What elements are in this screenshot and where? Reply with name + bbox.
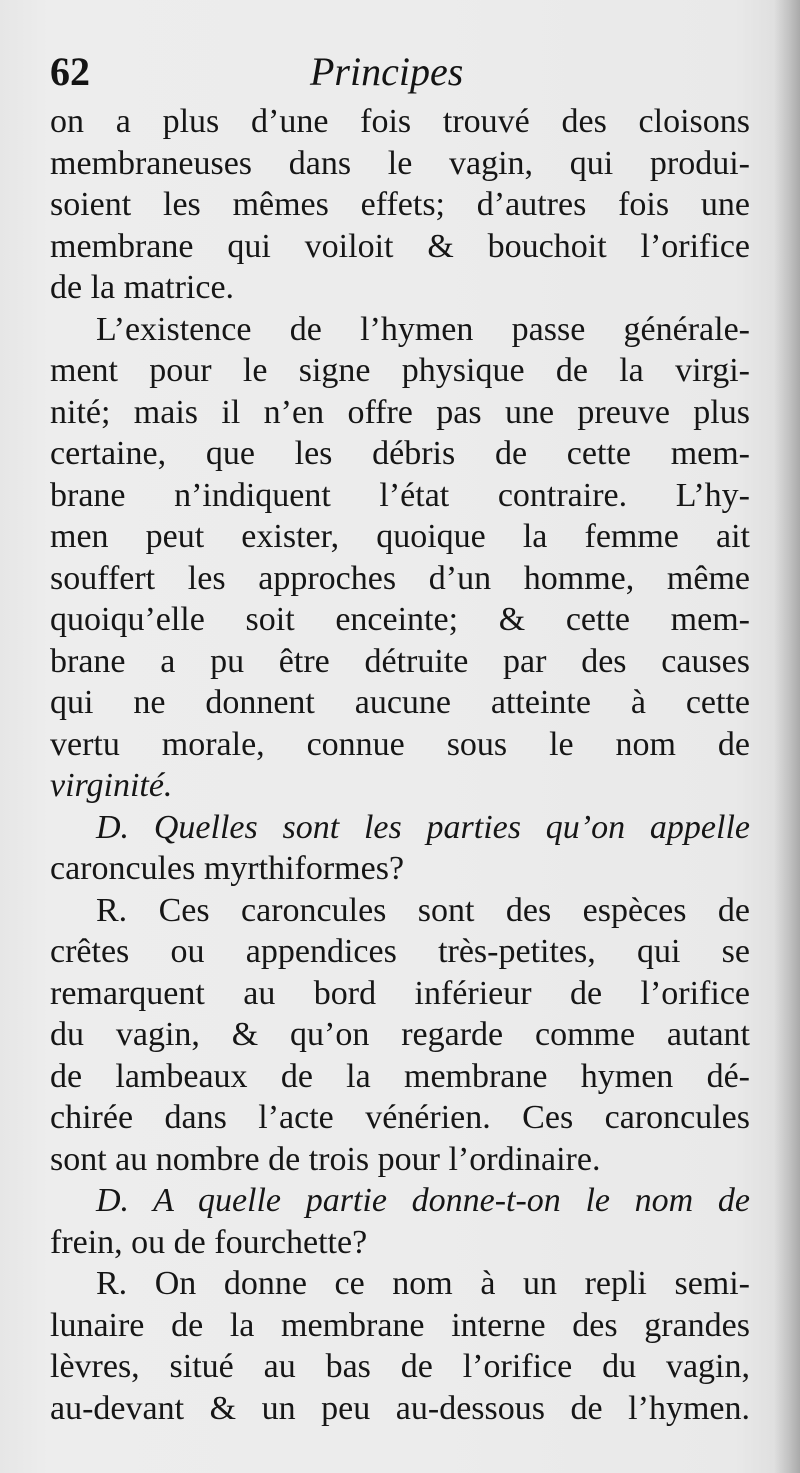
answer-line: lèvres, situé au bas de l’orifice du vagin, (50, 1348, 750, 1385)
text-line: men peut exister, quoique la femme ait (50, 518, 750, 555)
question-line: D. A quelle partie donne-t-on le nom de (96, 1182, 750, 1219)
answer-line: remarquent au bord inférieur de l’orifice (50, 974, 750, 1012)
text-line: brane n’indiquent l’état contraire. L’hy- (50, 476, 750, 514)
running-title: Principes (310, 49, 464, 94)
answer-line: R. On donne ce nom à un repli semi- (96, 1265, 750, 1302)
text-line: virginité. (50, 767, 173, 804)
answer-line: lunaire de la membrane interne des grandes (50, 1306, 750, 1344)
text-line: membrane qui voiloit & bouchoit l’orifice (50, 227, 750, 265)
page-body (50, 101, 750, 1429)
text-line: L’existence de l’hymen passe générale- (96, 310, 750, 348)
page-number: 62 (50, 49, 90, 94)
answer-line: du vagin, & qu’on regarde comme autant (50, 1016, 750, 1053)
answer-line: R. Ces caroncules sont des espèces de (96, 891, 750, 929)
question-line: caroncules myrthiformes? (50, 850, 405, 887)
text-line: membraneuses dans le vagin, qui produi- (50, 144, 750, 182)
question-line: frein, ou de fourchette? (50, 1223, 368, 1261)
answer-line: sont au nombre de trois pour l’ordinaire. (50, 1140, 601, 1178)
answer-line: au-devant & un peu au-dessous de l’hymen. (50, 1389, 750, 1427)
text-line: de la matrice. (50, 269, 235, 306)
answer-line: de lambeaux de la membrane hymen dé- (50, 1057, 750, 1095)
text-line: ment pour le signe physique de la virgi- (50, 352, 750, 389)
text-line: quoiqu’elle soit enceinte; & cette mem- (50, 601, 750, 638)
text-line: soient les mêmes effets; d’autres fois une (50, 186, 750, 223)
answer-line: crêtes ou appendices très-petites, qui se (50, 933, 750, 970)
text-line: vertu morale, connue sous le nom de (50, 725, 750, 763)
text-line: qui ne donnent aucune atteinte à cette (50, 684, 750, 721)
text-line: nité; mais il n’en offre pas une preuve plus (50, 393, 750, 431)
text-line: brane a pu être détruite par des causes (50, 642, 750, 680)
question-line: D. Quelles sont les parties qu’on appelle (96, 808, 750, 846)
text-line: certaine, que les débris de cette mem- (50, 435, 750, 472)
page-header (50, 42, 760, 102)
text-line: on a plus d’une fois trouvé des cloisons (50, 103, 750, 140)
answer-line: chirée dans l’acte vénérien. Ces caroncules (50, 1099, 750, 1136)
page-edge-shadow (774, 0, 800, 1473)
text-line: souffert les approches d’un homme, même (50, 559, 750, 597)
